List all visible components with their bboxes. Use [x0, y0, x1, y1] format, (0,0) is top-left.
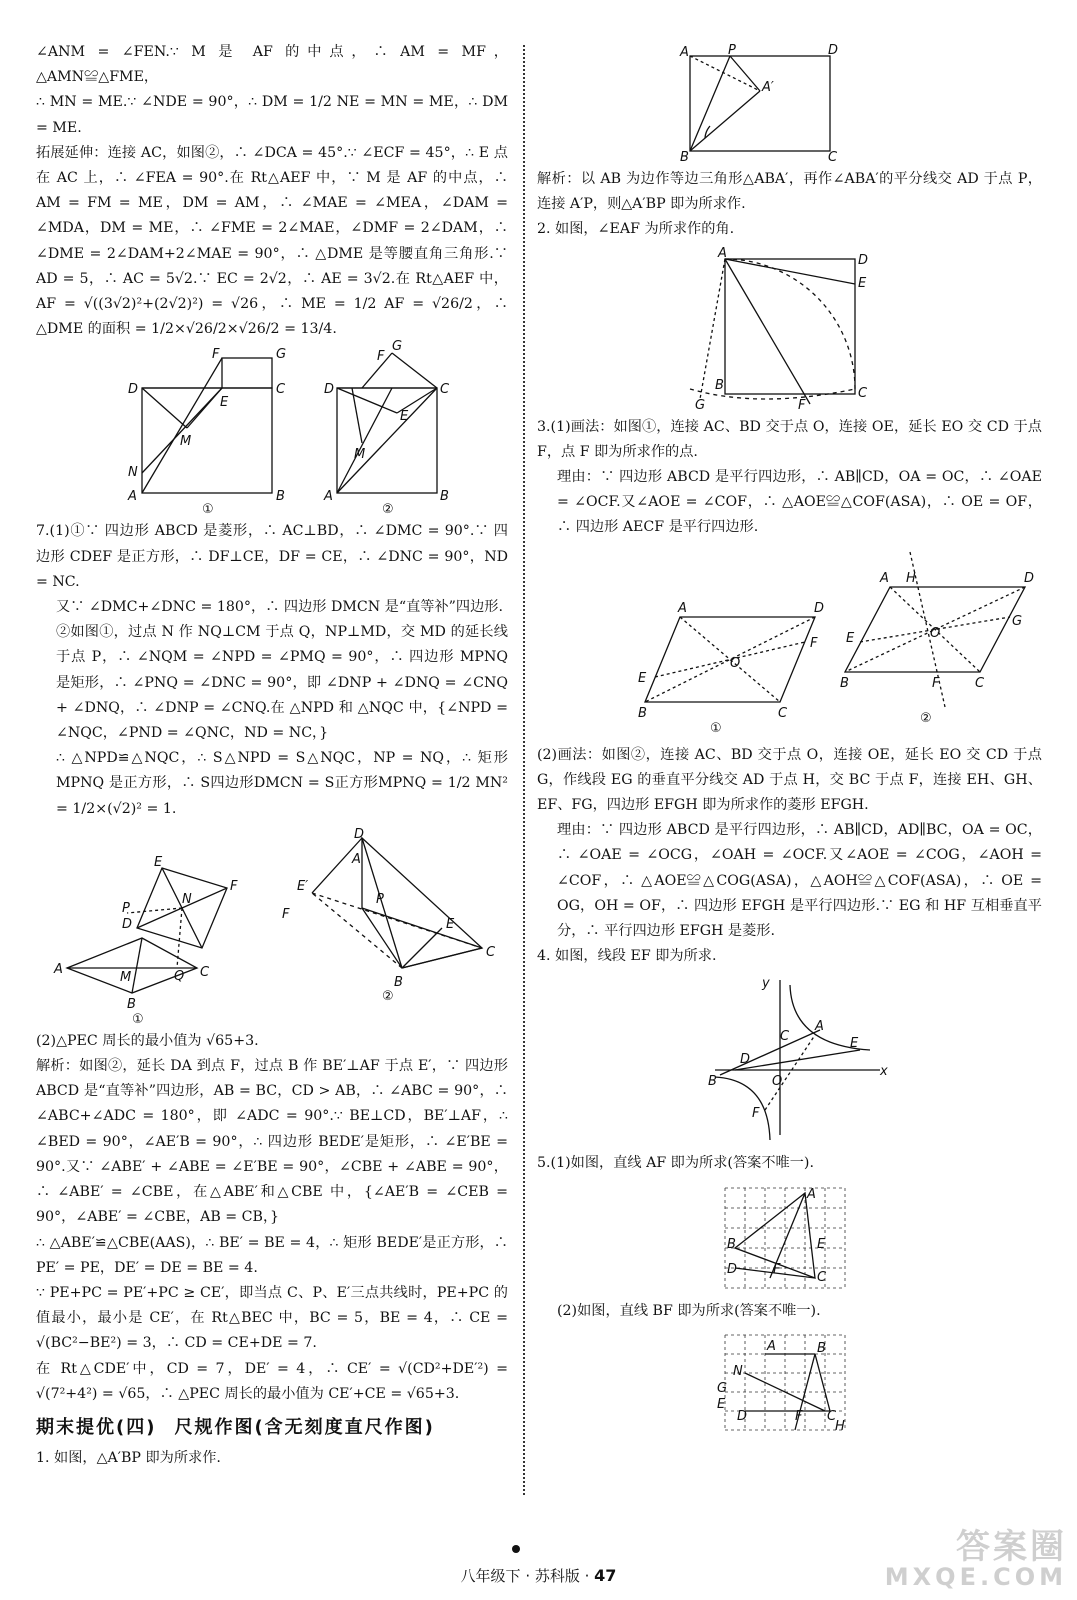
svg-text:E: E	[400, 409, 409, 425]
svg-text:C: C	[826, 1408, 836, 1424]
svg-text:D: D	[1023, 570, 1034, 586]
svg-text:G: G	[392, 339, 403, 355]
svg-text:D: D	[736, 1408, 747, 1424]
svg-text:C: C	[974, 675, 984, 691]
figure-q5a-grid	[715, 1183, 865, 1293]
section-title: 尺规作图(含无刻度直尺作图)	[174, 1416, 435, 1438]
footer-text: 八年级下 · 苏科版 ·	[460, 1567, 590, 1585]
page-number: 47	[594, 1566, 617, 1585]
svg-text:C: C	[779, 1029, 789, 1045]
figure-label: ①	[202, 502, 214, 518]
svg-text:E: E	[857, 275, 866, 291]
figure-label: ①	[132, 1011, 144, 1027]
svg-text:C: C	[440, 382, 450, 398]
svg-text:N: N	[182, 891, 192, 907]
svg-text:D: D	[726, 1261, 737, 1277]
svg-text:B: B	[127, 996, 136, 1012]
text-paragraph: 在 Rt△CDE′中，CD = 7，DE′ = 4，∴ CE′ = √(CD²+DE′²) = √(7²+4²) = √65，∴ △PEC 周长的最小值为 CE′+CE = √65+3.	[36, 1360, 508, 1402]
svg-text:E: E	[849, 1036, 858, 1052]
svg-text:C: C	[486, 944, 496, 960]
svg-text:B: B	[637, 705, 647, 721]
svg-text:P: P	[122, 900, 130, 916]
figure-q3-parallelograms	[600, 547, 1034, 737]
svg-text:B: B	[839, 675, 849, 691]
svg-text:A: A	[352, 851, 361, 867]
svg-text:B: B	[816, 1340, 826, 1356]
svg-text:E: E	[716, 1396, 725, 1412]
figure-label: ②	[382, 502, 394, 518]
svg-text:B: B	[679, 150, 689, 165]
watermark-cn: 答案圈	[956, 1527, 1067, 1567]
question-4: 4. 如图，线段 EF 即为所求.	[537, 948, 717, 965]
svg-text:H: H	[834, 1418, 845, 1434]
svg-text:Q: Q	[174, 968, 185, 984]
svg-text:G: G	[1011, 613, 1022, 629]
q3a-reason: 理由：∵ 四边形 ABCD 是平行四边形，∴ AB∥CD，OA = OC，∴ ∠OAE = ∠OCF.又∠AOE = ∠COF，∴ △AOE≌△COF(ASA)，∴ OE = OF，∴ 四边形 AECF 是平行四边形.	[557, 469, 1042, 536]
svg-text:E: E	[220, 395, 229, 411]
left-column	[36, 40, 508, 1471]
svg-text:B: B	[707, 1074, 717, 1090]
figure-rhombus-diagrams	[42, 826, 502, 1027]
svg-text:N: N	[128, 465, 138, 481]
question-5a: 5.(1)如图，直线 AF 即为所求(答案不唯一).	[537, 1155, 814, 1172]
svg-text:C: C	[816, 1269, 826, 1285]
watermark-en: MXQE.COM	[884, 1563, 1067, 1591]
figure-q4-hyperbola	[690, 975, 890, 1145]
svg-text:O: O	[729, 655, 740, 671]
svg-text:D: D	[739, 1052, 750, 1068]
text-line: ∠ANM = ∠FEN.∵ M 是 AF 的中点，∴ AM = MF，△AMN≌△FME，	[36, 44, 508, 86]
column-divider	[523, 45, 525, 1495]
text-paragraph: 解析：如图②，延长 DA 到点 F，过点 B 作 BE′⊥AF 于点 E′，∵ 四边形 ABCD 是“直等补”四边形，AB = BC，CD > AB，∴ ∠ABC = 90°，∴ ∠ABC+∠ADC = 180°，即 ∠ADC = 90°.∵ BE⊥CD，BE′⊥AF，∴ ∠BED = 90°，∠AE′B = 90°，∴ 四边形 BEDE′是矩形，∴ ∠E′BE = 90°.又∵ ∠ABE′ + ∠ABE = ∠E′BE = 90°，∠CBE + ∠ABE = 90°，∴ ∠ABE′ = ∠CBE，在△ABE′和△CBE 中，{∠AE′B = ∠CEB = 90°，∠ABE′ = ∠CBE，AB = CB，}	[36, 1058, 508, 1226]
svg-text:C: C	[827, 150, 837, 165]
question-3a: 3.(1)画法：如图①，连接 AC、BD 交于点 O，连接 OE，延长 EO 交 CD 于点 F，点 F 即为所求作的点.	[537, 418, 1042, 460]
svg-text:M: M	[120, 969, 132, 985]
figure-square-diagrams	[62, 339, 482, 518]
svg-text:A: A	[128, 489, 137, 505]
svg-text:G: G	[716, 1380, 727, 1396]
svg-text:F: F	[751, 1106, 759, 1122]
svg-text:C: C	[777, 705, 787, 721]
text-paragraph: ∵ PE+PC = PE′+PC ≥ CE′，即当点 C、P、E′三点共线时，PE+PC 的值最小，最小是 CE′，在 Rt△BEC 中，BC = 5，BE = 4，∴ CE = √(BC²−BE²) = 3，∴ CD = CE+DE = 7.	[36, 1284, 508, 1352]
question-3b: (2)画法：如图②，连接 AC、BD 交于点 O，连接 OE，延长 EO 交 CD 于点 G，作线段 EG 的垂直平分线交 AD 于点 H，交 BC 于点 F，连接 EH、GH、EF、FG，四边形 EFGH 即为所求作的菱形 EFGH.	[537, 746, 1042, 814]
svg-text:C: C	[857, 385, 867, 401]
svg-text:N: N	[732, 1363, 743, 1379]
text-paragraph: ②如图①，过点 N 作 NQ⊥CM 于点 Q，NP⊥MD，交 MD 的延长线于点 P，∴ ∠NQM = ∠NPD = ∠PMQ = 90°，∴ 四边形 MPNQ 是矩形，∴ ∠PNQ = ∠DNC = 90°，即 ∠DNP + ∠DNQ = ∠CNQ + ∠DNQ，∴ ∠DNP = ∠CNQ.在 △NPD 和 △NQC 中，{∠NPD = ∠NQC，∠PND = ∠QNC，ND = NC，}	[56, 624, 508, 742]
svg-text:A: A	[677, 600, 687, 616]
svg-text:A: A	[679, 45, 689, 60]
text-paragraph: ∴ △ABE′≌△CBE(AAS)，∴ BE′ = BE = 4，∴ 矩形 BEDE′是正方形，∴ PE′ = PE，DE′ = DE = BE = 4.	[36, 1234, 508, 1276]
figure-label: ②	[382, 988, 394, 1004]
svg-text:D: D	[128, 382, 139, 398]
svg-text:F: F	[794, 1408, 802, 1424]
svg-text:A: A	[54, 961, 63, 977]
svg-text:D: D	[354, 826, 365, 842]
svg-text:D: D	[813, 600, 824, 616]
section-heading	[36, 1415, 508, 1440]
question-5b: (2)如图，直线 BF 即为所求(答案不唯一).	[557, 1302, 821, 1319]
svg-text:O: O	[929, 625, 940, 641]
svg-text:E: E	[845, 630, 854, 646]
svg-text:B: B	[726, 1236, 736, 1252]
svg-text:F: F	[230, 878, 238, 894]
svg-text:C: C	[276, 382, 286, 398]
question-7: 7.(1)①∵ 四边形 ABCD 是菱形，∴ AC⊥BD，∴ ∠DMC = 90°.∵ 四边形 CDEF 是正方形，∴ DF⊥CE，DF = CE，∴ ∠DNC = 90°，ND = NC.	[36, 523, 508, 590]
svg-text:F: F	[772, 1261, 780, 1277]
svg-text:M: M	[180, 434, 192, 450]
svg-text:B: B	[394, 974, 403, 990]
svg-text:F: F	[809, 635, 817, 651]
svg-text:B: B	[440, 489, 449, 505]
svg-text:O: O	[771, 1074, 782, 1090]
svg-text:x: x	[879, 1064, 888, 1080]
svg-text:E: E	[446, 916, 455, 932]
svg-text:E: E	[637, 670, 646, 686]
figure-q5b-grid	[715, 1330, 865, 1435]
svg-text:A: A	[806, 1186, 816, 1202]
svg-text:E: E	[816, 1236, 825, 1252]
figure-q1-rectangle	[670, 43, 910, 165]
svg-text:G: G	[694, 397, 705, 413]
svg-text:F: F	[282, 906, 290, 922]
svg-text:M: M	[354, 447, 366, 463]
svg-text:F: F	[212, 347, 220, 363]
text-line: ∴ MN = ME.∵ ∠NDE = 90°，∴ DM = 1/2 NE = MN = ME，∴ DM = ME.	[36, 94, 508, 136]
svg-text:D: D	[827, 43, 838, 58]
svg-text:E: E	[154, 854, 163, 870]
svg-text:H: H	[905, 570, 916, 586]
svg-text:D: D	[857, 252, 868, 268]
watermark	[884, 1527, 1067, 1592]
svg-text:F: F	[377, 349, 385, 365]
q1-analysis: 解析：以 AB 为边作等边三角形△ABA′，再作∠ABA′的平分线交 AD 于点 P，连接 A′P，则△A′BP 即为所求作.	[537, 171, 1042, 213]
svg-text:P: P	[727, 43, 736, 58]
svg-text:A′: A′	[761, 80, 774, 95]
text-paragraph: 拓展延伸：连接 AC，如图②，∴ ∠DCA = 45°.∵ ∠ECF = 45°，∴ E 点在 AC 上，∴ ∠FEA = 90°.在 Rt△AEF 中，∵ M 是 AF 的中点，∴ AM = FM = ME，DM = AM，∴ ∠MAE = ∠MEA，∠DAM = ∠MDA，DM = ME，∴ ∠FME = 2∠MAE，∠DMF = 2∠DAM，∴ ∠DME = 2∠DAM+2∠MAE = 90°，∴ △DME 是等腰直角三角形.∵ AD = 5，∴ AC = 5√2.∵ EC = 2√2，∴ AE = 3√2.在 Rt△AEF 中，AF = √((3√2)²+(2√2)²) = √26，∴ ME = 1/2 AF = √26/2，∴ △DME 的面积 = 1/2×√26/2×√26/2 = 13/4.	[36, 144, 508, 338]
svg-text:C: C	[200, 964, 210, 980]
figure-label: ②	[919, 710, 932, 726]
question-2: 2. 如图，∠EAF 为所求作的角.	[537, 221, 735, 238]
question-1: 1. 如图，△A′BP 即为所求作.	[36, 1450, 221, 1467]
page-dot	[512, 1545, 520, 1553]
svg-text:A: A	[814, 1019, 824, 1035]
svg-text:y: y	[761, 976, 770, 992]
text-line: 又∵ ∠DMC+∠DNC = 180°，∴ 四边形 DMCN 是“直等补”四边形.	[56, 599, 503, 616]
right-column	[537, 40, 1042, 1441]
svg-text:A: A	[766, 1338, 776, 1354]
svg-text:A: A	[324, 489, 333, 505]
svg-text:P: P	[376, 891, 384, 907]
svg-text:D: D	[324, 382, 335, 398]
svg-text:F: F	[797, 397, 805, 413]
section-label: 期末提优(四)	[36, 1416, 157, 1438]
svg-text:A: A	[879, 570, 889, 586]
svg-text:B: B	[714, 377, 724, 393]
svg-text:F: F	[931, 675, 939, 691]
q3b-reason: 理由：∵ 四边形 ABCD 是平行四边形，∴ AB∥CD，AD∥BC，OA = OC，∴ ∠OAE = ∠OCG，∠OAH = ∠OCF.又∠AOE = ∠COG，∠AOH = ∠COF，∴ △AOE≌△COG(ASA)，△AOH≌△COF(ASA)，∴ OE = OG，OH = OF，∴ 四边形 EFGH 是平行四边形.∵ EG 和 HF 互相垂直平分，∴ 平行四边形 EFGH 是菱形.	[557, 822, 1042, 940]
figure-label: ①	[709, 720, 722, 736]
svg-text:A: A	[717, 245, 727, 261]
text-paragraph: ∴ △NPD≌△NQC，∴ S△NPD = S△NQC，NP = NQ，∴ 矩形 MPNQ 是正方形，∴ S四边形DMCN = S正方形MPNQ = 1/2 MN² = 1/2×(√2)² = 1.	[56, 750, 508, 817]
svg-text:D: D	[122, 916, 133, 932]
figure-q2-square	[670, 245, 910, 413]
svg-text:E′: E′	[297, 878, 309, 894]
text-line: (2)△PEC 周长的最小值为 √65+3.	[36, 1032, 259, 1049]
svg-text:G: G	[276, 347, 287, 363]
svg-text:B: B	[276, 489, 285, 505]
